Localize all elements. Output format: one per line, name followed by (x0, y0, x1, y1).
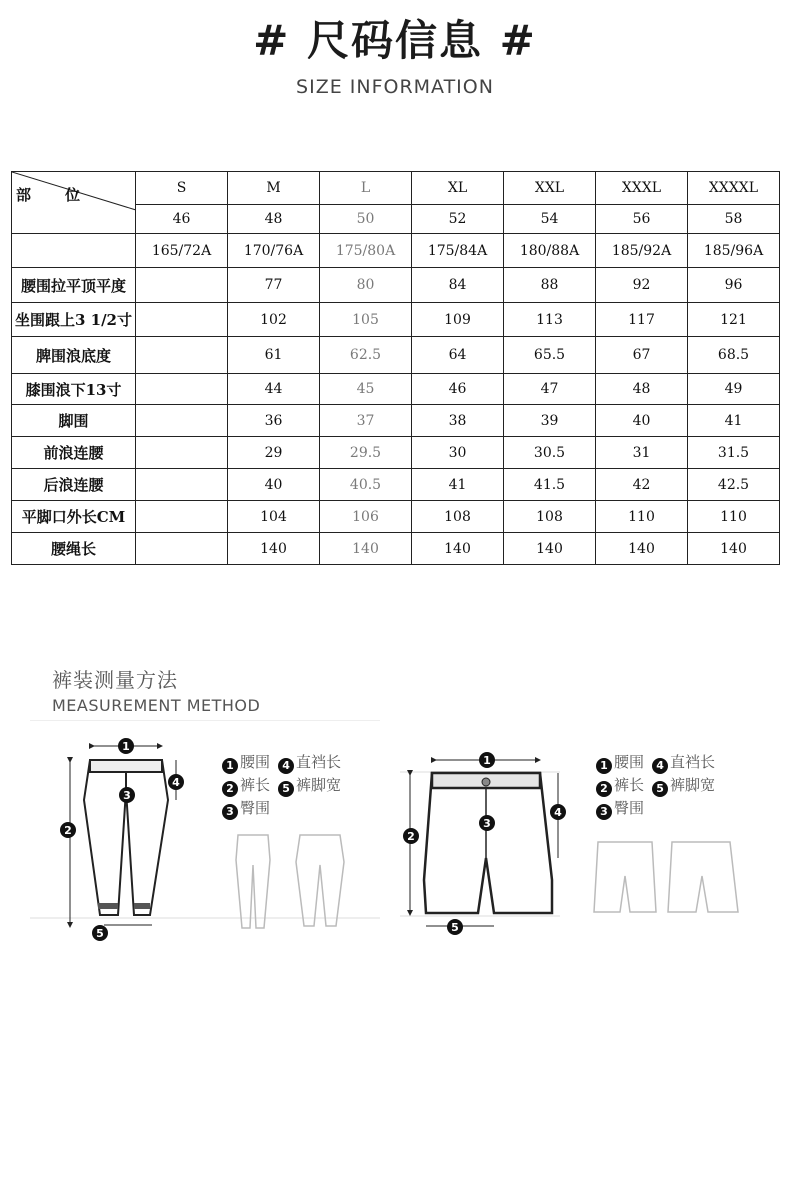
measurement-cell: 140 (688, 533, 780, 565)
measurement-cell: 105 (320, 303, 412, 337)
euro-size-cell: 54 (504, 205, 596, 234)
measurement-cell: 39 (504, 405, 596, 437)
height-waist-cell: 185/96A (688, 234, 780, 268)
measurement-cell (136, 268, 228, 303)
measurement-cell: 140 (320, 533, 412, 565)
measurement-cell: 46 (412, 374, 504, 405)
measurement-cell: 64 (412, 337, 504, 374)
legend-item: 5 裤脚宽 (278, 776, 341, 794)
measurement-cell: 41 (412, 469, 504, 501)
measurement-cell: 38 (412, 405, 504, 437)
corner-cell (12, 172, 136, 234)
measurement-cell: 31.5 (688, 437, 780, 469)
measurement-cell: 36 (228, 405, 320, 437)
measurement-cell: 45 (320, 374, 412, 405)
svg-text:2: 2 (64, 824, 72, 837)
size-cell: XL (412, 172, 504, 205)
row-label: 前浪连腰 (12, 437, 136, 469)
empty-cell (12, 234, 136, 268)
measurement-cell: 29.5 (320, 437, 412, 469)
svg-text:5: 5 (96, 927, 104, 940)
height-waist-cell: 180/88A (504, 234, 596, 268)
table-row (12, 533, 780, 565)
row-label: 腰绳长 (12, 533, 136, 565)
euro-size-cell: 58 (688, 205, 780, 234)
measurement-cell (136, 374, 228, 405)
svg-text:4: 4 (554, 806, 562, 819)
measurement-cell (136, 405, 228, 437)
legend-item: 4 直裆长 (278, 753, 341, 771)
table-row (12, 405, 780, 437)
marker-2-icon (403, 828, 419, 844)
measurement-cell: 37 (320, 405, 412, 437)
measurement-cell: 108 (412, 501, 504, 533)
legend-item: 5 裤脚宽 (652, 776, 715, 794)
svg-text:1: 1 (122, 740, 130, 753)
height-waist-row (12, 234, 780, 268)
table-row (12, 303, 780, 337)
measurement-cell (136, 469, 228, 501)
legend-item: 2 裤长 (596, 776, 644, 794)
row-label: 坐围跟上3 1/2寸 (12, 303, 136, 337)
measurement-cell: 84 (412, 268, 504, 303)
euro-size-cell: 56 (596, 205, 688, 234)
trousers-thumbnail (236, 835, 344, 928)
measurement-cell: 29 (228, 437, 320, 469)
method-subtitle: MEASUREMENT METHOD (52, 696, 261, 715)
measurement-cell: 77 (228, 268, 320, 303)
measurement-cell: 106 (320, 501, 412, 533)
legend-left (222, 751, 341, 820)
euro-size-cell: 48 (228, 205, 320, 234)
height-waist-cell: 165/72A (136, 234, 228, 268)
shorts-drawing (424, 773, 552, 913)
legend-item: 1 腰围 (222, 753, 270, 771)
measurement-cell: 67 (596, 337, 688, 374)
euro-size-cell: 50 (320, 205, 412, 234)
measurement-cell: 80 (320, 268, 412, 303)
marker-5-icon (447, 919, 463, 935)
row-label: 膝围浪下13寸 (12, 374, 136, 405)
page-title: # 尺码信息 # (253, 16, 537, 65)
measurement-cell: 62.5 (320, 337, 412, 374)
row-label: 平脚口外长CM (12, 501, 136, 533)
row-label: 腰围拉平顶平度 (12, 268, 136, 303)
corner-label: 部 位 (16, 186, 81, 204)
measurement-cell: 30.5 (504, 437, 596, 469)
row-label: 脾围浪底度 (12, 337, 136, 374)
legend-item: 2 裤长 (222, 776, 270, 794)
size-header-row (12, 172, 780, 205)
svg-text:2: 2 (407, 830, 415, 843)
marker-5-icon (92, 925, 108, 941)
shorts-thumbnail (594, 842, 738, 912)
marker-1-icon (118, 738, 134, 754)
measurement-cell: 110 (596, 501, 688, 533)
table-row (12, 469, 780, 501)
page-subtitle: SIZE INFORMATION (296, 76, 494, 98)
measurement-cell: 40 (596, 405, 688, 437)
measurement-cell (136, 533, 228, 565)
measurement-cell: 31 (596, 437, 688, 469)
table-row (12, 501, 780, 533)
size-cell: XXXL (596, 172, 688, 205)
measurement-cell: 41 (688, 405, 780, 437)
row-label: 后浪连腰 (12, 469, 136, 501)
legend-item: 4 直裆长 (652, 753, 715, 771)
marker-4-icon (168, 774, 184, 790)
measurement-cell: 48 (596, 374, 688, 405)
measurement-rows (12, 268, 780, 565)
measurement-cell: 113 (504, 303, 596, 337)
size-cell: S (136, 172, 228, 205)
measurement-cell: 140 (228, 533, 320, 565)
measurement-cell: 92 (596, 268, 688, 303)
row-label: 脚围 (12, 405, 136, 437)
measurement-cell: 42.5 (688, 469, 780, 501)
marker-4-icon (550, 804, 566, 820)
trousers-drawing (84, 760, 168, 915)
svg-text:4: 4 (172, 776, 180, 789)
size-table (11, 171, 780, 565)
method-title: 裤装测量方法 (52, 668, 178, 692)
svg-text:3: 3 (123, 789, 131, 802)
legend-item: 1 腰围 (596, 753, 644, 771)
measurement-cell: 140 (504, 533, 596, 565)
measurement-cell: 102 (228, 303, 320, 337)
measurement-cell: 108 (504, 501, 596, 533)
legend-item: 3 臀围 (596, 799, 644, 817)
measurement-cell (136, 437, 228, 469)
measurement-cell: 140 (412, 533, 504, 565)
legend-right (596, 751, 715, 820)
measurement-cell: 65.5 (504, 337, 596, 374)
euro-size-cell: 46 (136, 205, 228, 234)
measurement-cell: 41.5 (504, 469, 596, 501)
measurement-cell: 110 (688, 501, 780, 533)
measurement-cell (136, 337, 228, 374)
marker-2-icon (60, 822, 76, 838)
measurement-cell: 40.5 (320, 469, 412, 501)
table-row (12, 374, 780, 405)
measurement-cell (136, 303, 228, 337)
measurement-cell: 61 (228, 337, 320, 374)
table-row (12, 268, 780, 303)
measurement-cell: 68.5 (688, 337, 780, 374)
measurement-cell: 47 (504, 374, 596, 405)
size-cell: XXL (504, 172, 596, 205)
height-waist-cell: 170/76A (228, 234, 320, 268)
legend-item: 3 臀围 (222, 799, 270, 817)
size-cell: L (320, 172, 412, 205)
table-row (12, 437, 780, 469)
height-waist-cell: 175/80A (320, 234, 412, 268)
svg-text:1: 1 (483, 754, 491, 767)
measurement-cell: 121 (688, 303, 780, 337)
marker-3-icon (479, 815, 495, 831)
height-waist-cell: 185/92A (596, 234, 688, 268)
measurement-cell: 49 (688, 374, 780, 405)
measurement-cell: 30 (412, 437, 504, 469)
measurement-cell: 140 (596, 533, 688, 565)
measurement-cell: 96 (688, 268, 780, 303)
measurement-cell (136, 501, 228, 533)
size-cell: XXXXL (688, 172, 780, 205)
table-row (12, 337, 780, 374)
size-cell: M (228, 172, 320, 205)
measurement-cell: 109 (412, 303, 504, 337)
measurement-cell: 104 (228, 501, 320, 533)
measurement-cell: 40 (228, 469, 320, 501)
svg-text:5: 5 (451, 921, 459, 934)
measurement-cell: 44 (228, 374, 320, 405)
euro-size-cell: 52 (412, 205, 504, 234)
measurement-cell: 117 (596, 303, 688, 337)
measurement-cell: 42 (596, 469, 688, 501)
height-waist-cell: 175/84A (412, 234, 504, 268)
measurement-cell: 88 (504, 268, 596, 303)
marker-3-icon (119, 787, 135, 803)
marker-1-icon (479, 752, 495, 768)
svg-text:3: 3 (483, 817, 491, 830)
